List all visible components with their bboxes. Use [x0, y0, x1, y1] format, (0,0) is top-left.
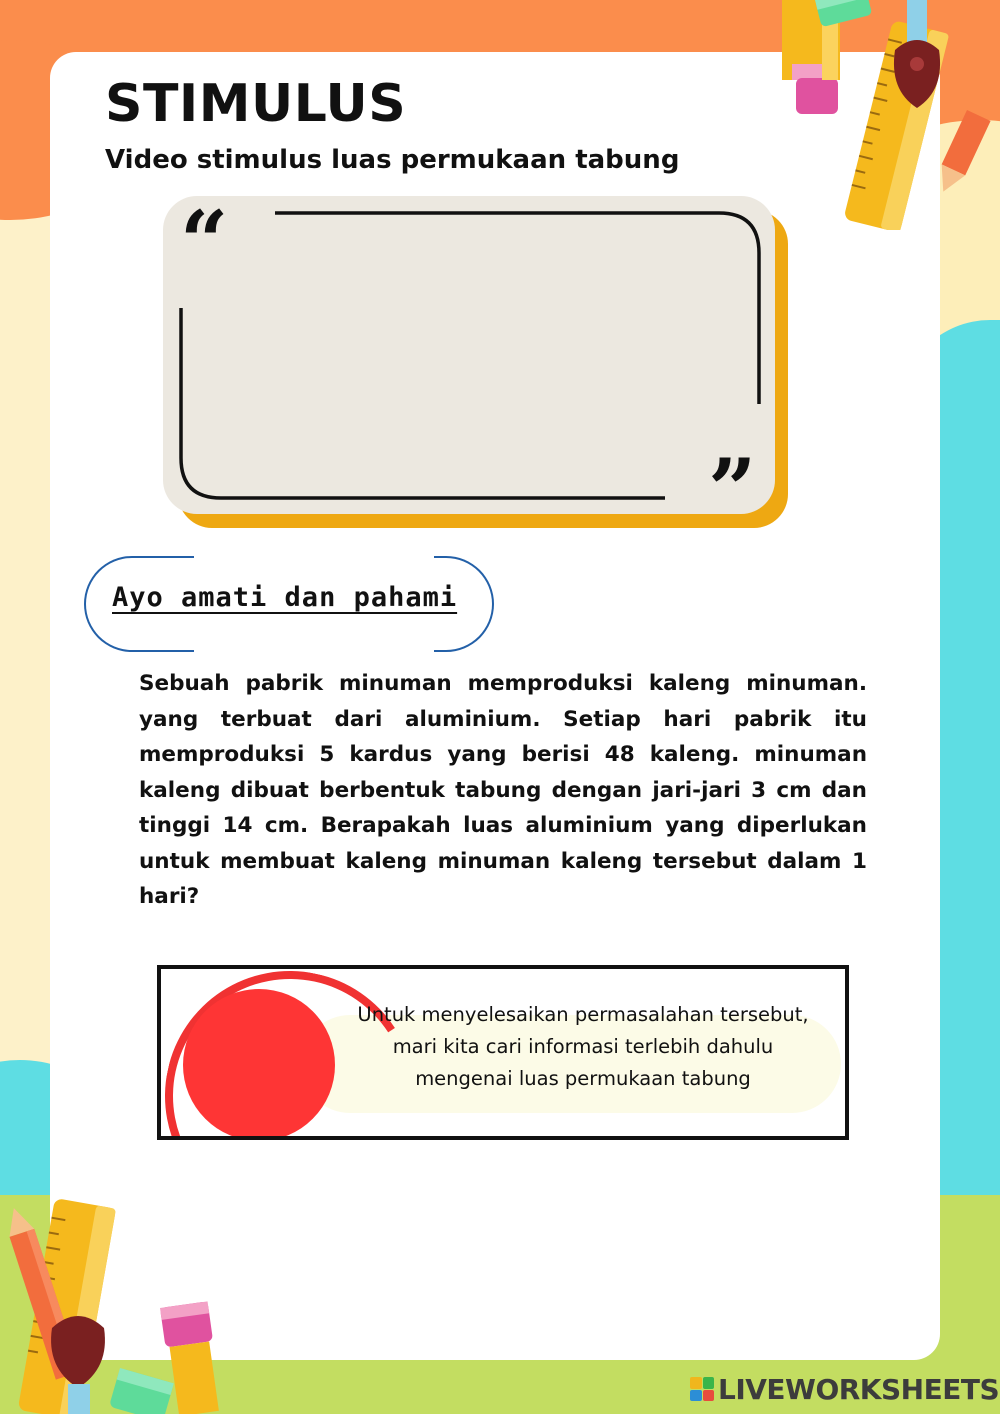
stationery-top-right-decoration [775, 0, 1000, 230]
problem-statement: Sebuah pabrik minuman memproduksi kaleng minuman. yang terbuat dari aluminium. Setiap hari pabrik itu memproduksi 5 kardus yang berisi 48 kaleng. minuman kaleng dibuat berbentuk tabung dengan jari-jari 3 cm dan tinggi 14 cm. Berapakah luas aluminium yang diperlukan untuk membuat kaleng minuman kaleng tersebut dalam 1 hari? [139, 671, 867, 909]
liveworksheets-logo[interactable] [690, 1372, 999, 1406]
section-heading: Ayo amati dan pahami [112, 582, 458, 613]
red-circle-decoration [183, 989, 335, 1140]
stationery-bottom-left-decoration [0, 1190, 220, 1414]
quote-close-icon: ” [708, 440, 757, 539]
info-callout-box [157, 965, 849, 1140]
pencil-icon [932, 110, 991, 197]
info-text-line-1: Untuk menyelesaikan permasalahan tersebut, [357, 1003, 809, 1026]
brand-name: LIVEWORKSHEETS [718, 1372, 1000, 1406]
quote-frame-lines [163, 192, 775, 514]
info-text-line-3: mengenai luas permukaan tabung [415, 1067, 751, 1090]
section-heading-badge [84, 556, 494, 652]
info-text [323, 999, 843, 1095]
quote-open-icon: “ [180, 192, 229, 291]
eraser-icon [109, 1368, 174, 1414]
liveworksheets-logo-icon [690, 1377, 714, 1401]
eraser-icon [815, 0, 872, 27]
page-title: STIMULUS [105, 74, 407, 134]
page-subtitle: Video stimulus luas permukaan tabung [105, 145, 680, 175]
info-text-line-2: mari kita cari informasi terlebih dahulu [392, 1035, 774, 1058]
